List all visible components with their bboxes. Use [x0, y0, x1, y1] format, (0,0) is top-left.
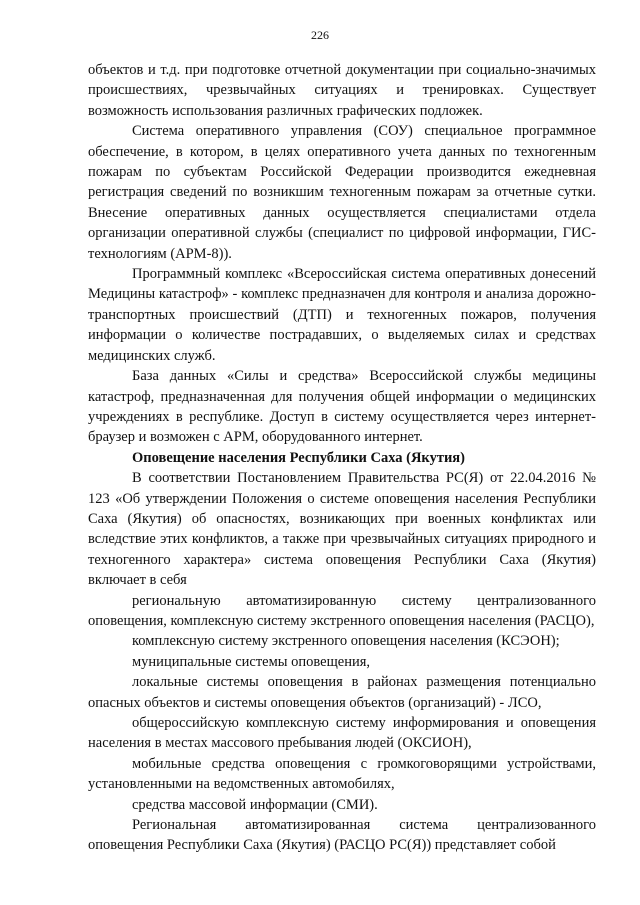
body-paragraph: мобильные средства оповещения с громкоговорящими устройствами, установленными на ведомственных автомобилях, — [88, 755, 596, 793]
body-paragraph: объектов и т.д. при подготовке отчетной документации при социально-значимых происшествиях, чрезвычайных ситуациях и тренировках. Существует возможность использования различных графических подложек. — [88, 62, 596, 119]
body-paragraph: Программный комплекс «Всероссийская система оперативных донесений Медицины катастроф» - комплекс предназначен для контроля и анализа дорожно-транспортных происшествий (ДТП) и техногенных пожаров, получения информации о количестве пострадавших, о выделяемых силах и средствах медицинских служб. — [88, 266, 596, 364]
body-paragraph: муниципальные системы оповещения, — [132, 653, 371, 670]
body-paragraph: База данных «Силы и средства» Всероссийской службы медицины катастроф, предназначенная для получения общей информации о медицинских учреждениях в республике. Доступ в систему осуществляется через интернет-браузер и возможен с АРМ, оборудованного интернет. — [88, 368, 596, 446]
body-paragraph: региональную автоматизированную систему централизованного оповещения, комплексную систему экстренного оповещения населения (РАСЦО), — [88, 592, 596, 629]
body-paragraph: общероссийскую комплексную систему информирования и оповещения населения в местах массового пребывания людей (ОКСИОН), — [88, 715, 596, 752]
body-paragraph: Региональная автоматизированная система централизованного оповещения Республики Саха (Якутия) (РАСЦО РС(Я)) представляет собой — [88, 817, 596, 854]
body-paragraph: В соответствии Постановлением Правительства РС(Я) от 22.04.2016 № 123 «Об утверждении Положения о системе оповещения населения Республики Саха (Якутия) об опасностях, возникающих при военных конфликтах или вследствие этих конфликтов, а также при чрезвычайных ситуациях природного и техногенного характера» система оповещения Республики Саха (Якутия) включает в себя — [88, 470, 596, 589]
document-body — [88, 60, 596, 856]
section-heading: Оповещение населения Республики Саха (Якутия) — [132, 449, 465, 466]
body-paragraph: средства массовой информации (СМИ). — [132, 796, 378, 813]
page-number: 226 — [311, 28, 329, 42]
body-paragraph: комплексную систему экстренного оповещения населения (КСЭОН); — [132, 633, 560, 650]
body-paragraph: локальные системы оповещения в районах размещения потенциально опасных объектов и системы оповещения объектов (организаций) - ЛСО, — [88, 674, 596, 711]
body-paragraph: Система оперативного управления (СОУ) специальное программное обеспечение, в котором, в целях оперативного учета данных по техногенным пожарам по субъектам Российской Федерации производится ежедневная регистрация сведений по возникшим техногенным пожарам за отчетные сутки. Внесение оперативных данных осуществляется специалистами отдела организации оперативной службы (специалист по цифровой информации, ГИС-технологиям (АРМ-8)). — [88, 123, 596, 262]
